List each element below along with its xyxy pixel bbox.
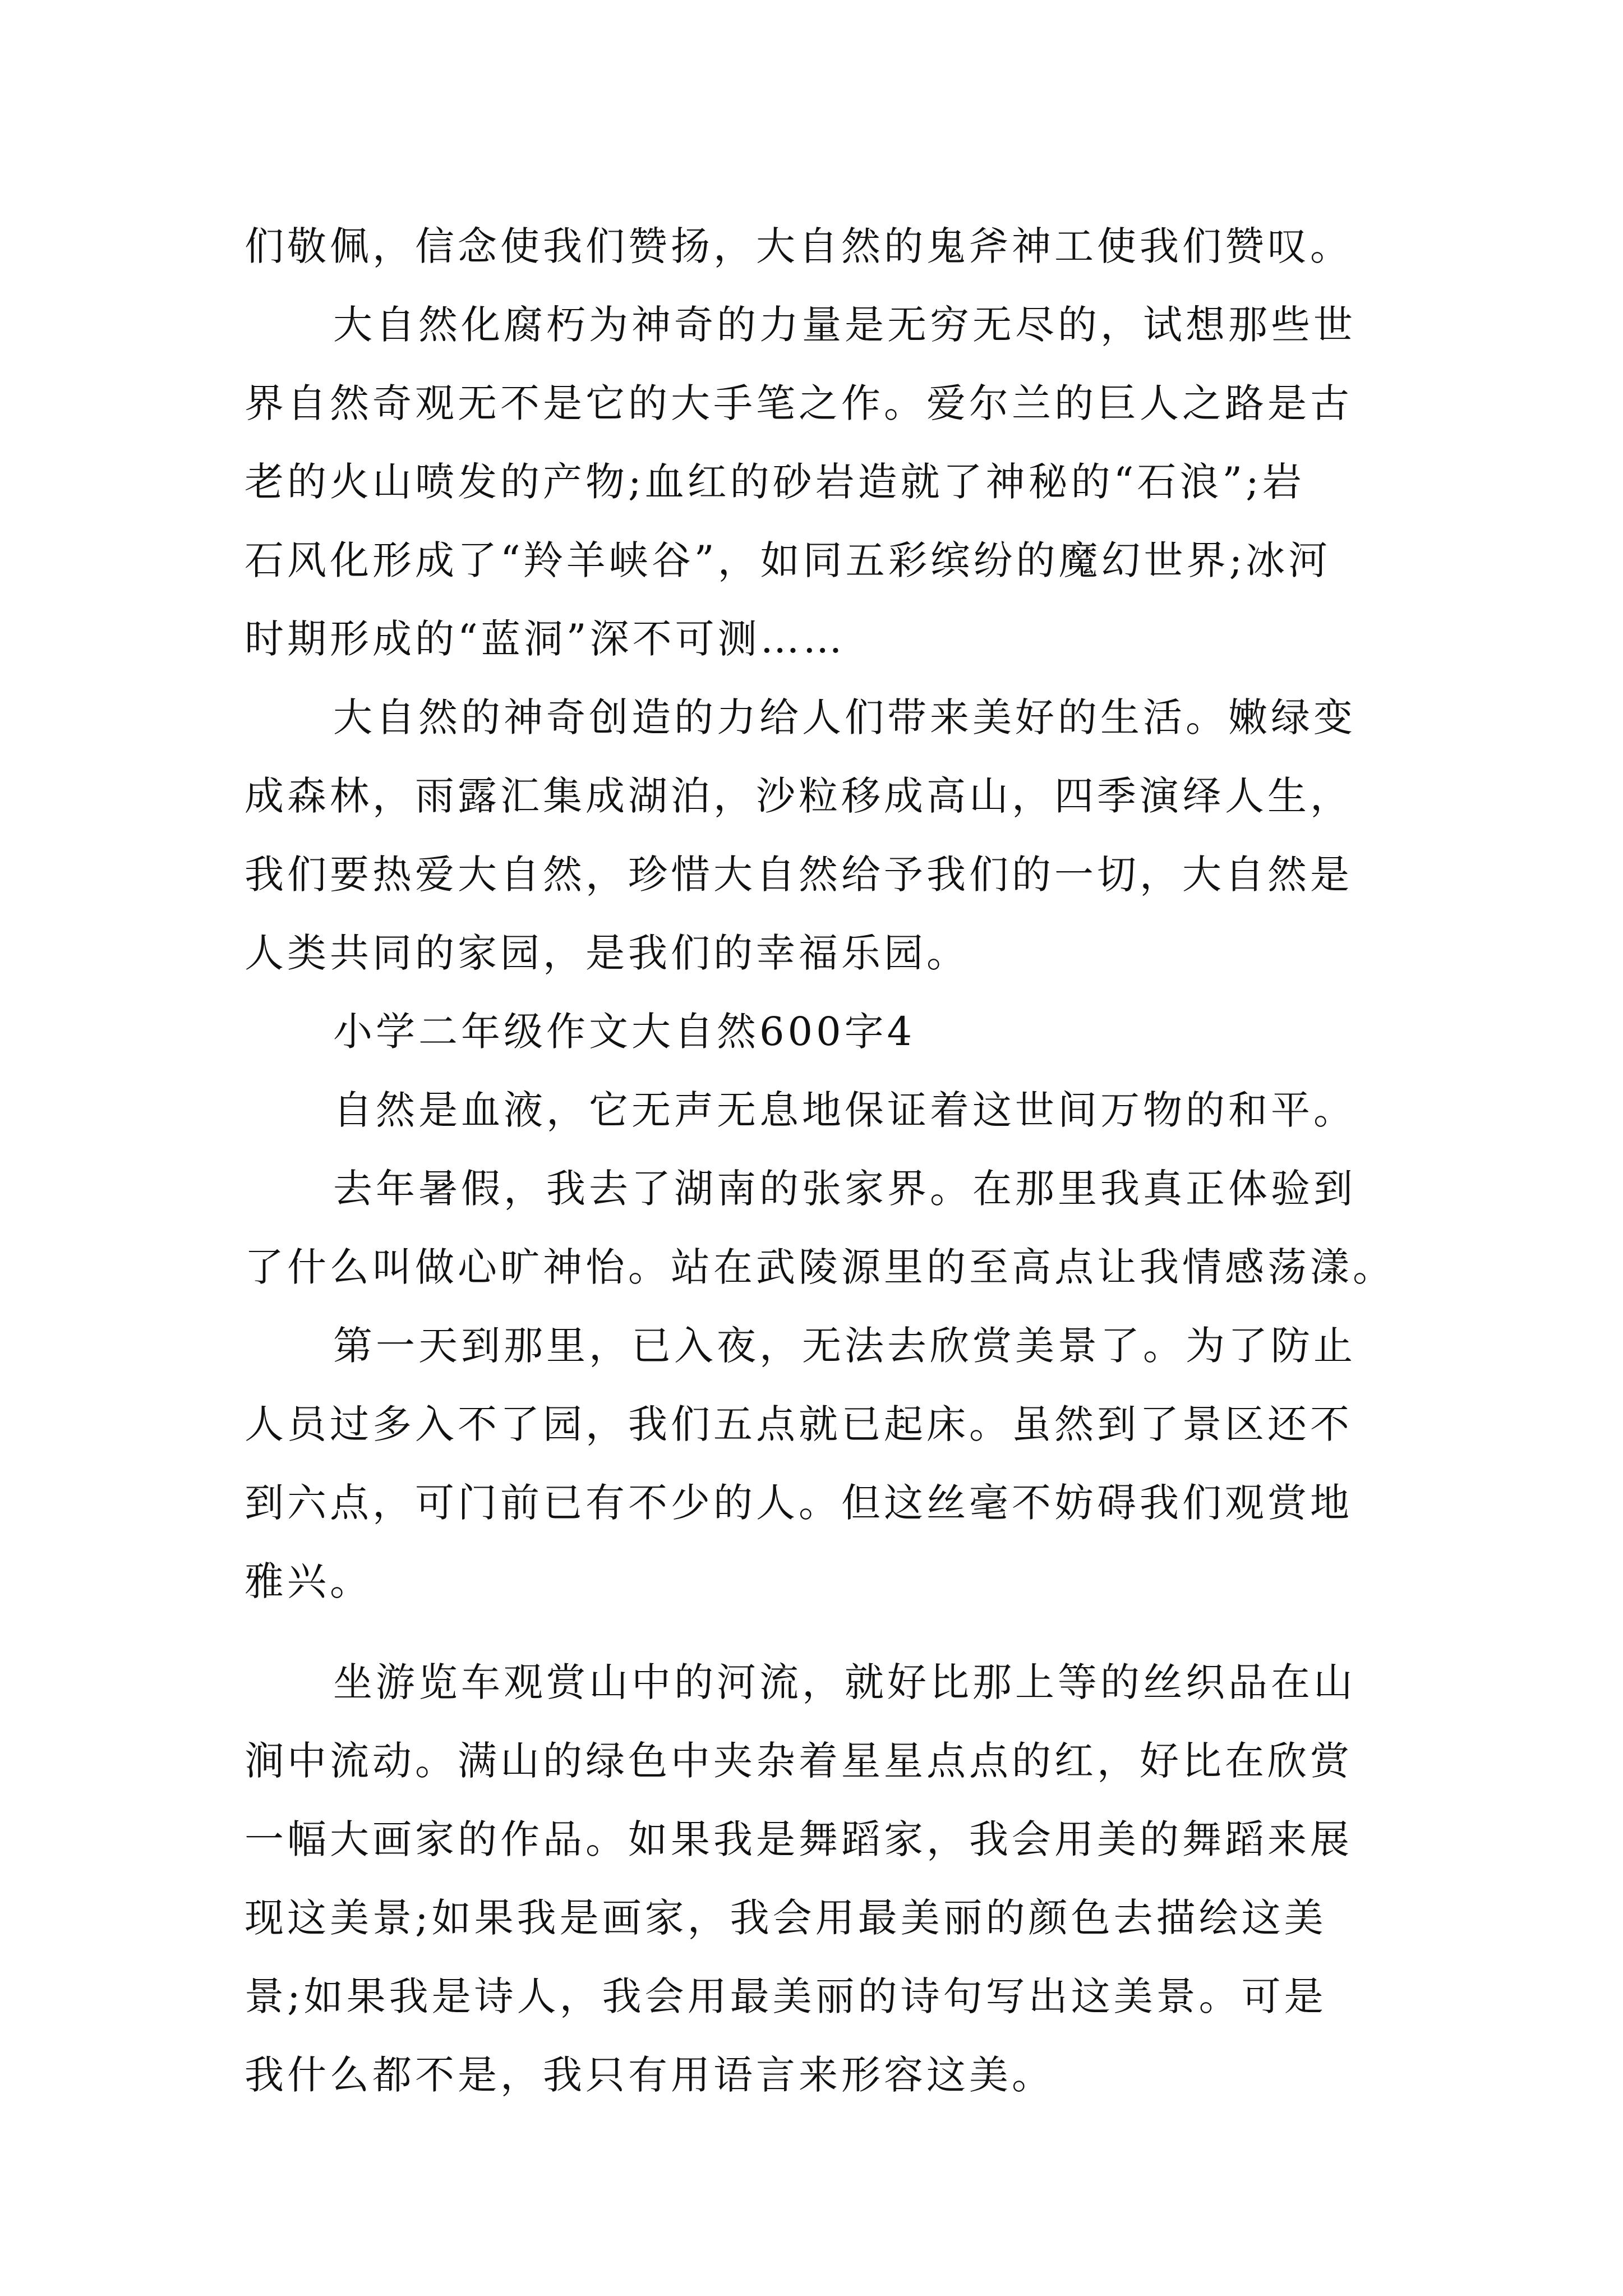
line-text: 界自然奇观无不是它的大手笔之作。爱尔兰的巨人之路是古 (245, 380, 1353, 426)
line-text: 人类共同的家园，是我们的幸福乐园。 (245, 930, 969, 976)
text-line (0, 765, 1623, 827)
line-text: 大自然的神奇创造的力给人们带来美好的生活。嫩绿变 (333, 694, 1356, 740)
line-text: 了什么叫做心旷神怡。站在武陵源里的至高点让我情感荡漾。 (245, 1244, 1395, 1290)
text-line (0, 1393, 1623, 1455)
line-text: 第一天到那里，已入夜，无法去欣赏美景了。为了防止 (333, 1323, 1356, 1369)
text-line (0, 1315, 1623, 1377)
line-text: 去年暑假，我去了湖南的张家界。在那里我真正体验到 (333, 1166, 1356, 1212)
heading-text: 小学二年级作文大自然600字4 (333, 1009, 916, 1055)
text-line (0, 1730, 1623, 1792)
line-text: 人员过多入不了园，我们五点就已起床。虽然到了景区还不 (245, 1401, 1353, 1447)
text-line (0, 294, 1623, 356)
line-text: 大自然化腐朽为神奇的力量是无穷无尽的，试想那些世 (333, 302, 1356, 348)
line-text: 成森林，雨露汇集成湖泊，沙粒移成高山，四季演绎人生， (245, 773, 1353, 819)
line-text: 老的火山喷发的产物;血红的砂岩造就了神秘的“石浪”;岩 (245, 459, 1305, 505)
text-line (0, 844, 1623, 905)
line-text: 一幅大画家的作品。如果我是舞蹈家，我会用美的舞蹈来展 (245, 1816, 1353, 1862)
text-line (0, 608, 1623, 670)
line-text: 到六点，可门前已有不少的人。但这丝毫不妨碍我们观赏地 (245, 1480, 1353, 1526)
text-line (0, 1809, 1623, 1870)
text-line (0, 1158, 1623, 1220)
text-line (0, 1887, 1623, 1949)
text-line (0, 1079, 1623, 1141)
text-line (0, 215, 1623, 277)
line-text: 涧中流动。满山的绿色中夹杂着星星点点的红，好比在欣赏 (245, 1738, 1353, 1784)
line-text: 们敬佩，信念使我们赞扬，大自然的鬼斧神工使我们赞叹。 (245, 223, 1353, 269)
text-line (0, 530, 1623, 591)
line-text: 石风化形成了“羚羊峡谷”，如同五彩缤纷的魔幻世界;冰河 (245, 537, 1331, 583)
line-text: 坐游览车观赏山中的河流，就好比那上等的丝织品在山 (333, 1659, 1356, 1705)
text-line (0, 1550, 1623, 1612)
text-line (0, 372, 1623, 434)
text-line (0, 922, 1623, 984)
line-text: 自然是血液，它无声无息地保证着这世间万物的和平。 (333, 1087, 1356, 1133)
text-line (0, 1966, 1623, 2027)
text-line (0, 1651, 1623, 1713)
line-text: 景;如果我是诗人，我会用最美丽的诗句写出这美景。可是 (245, 1973, 1327, 2019)
section-heading (0, 1001, 1623, 1062)
text-line (0, 1472, 1623, 1534)
line-text: 我们要热爱大自然，珍惜大自然给予我们的一切，大自然是 (245, 852, 1353, 898)
text-line (0, 1236, 1623, 1298)
line-text: 我什么都不是，我只有用语言来形容这美。 (245, 2052, 1054, 2098)
text-line (0, 451, 1623, 513)
line-text: 雅兴。 (245, 1558, 372, 1604)
line-text: 时期形成的“蓝洞”深不可测…… (245, 616, 846, 662)
text-line (0, 2044, 1623, 2106)
line-text: 现这美景;如果我是画家，我会用最美丽的颜色去描绘这美 (245, 1895, 1327, 1941)
text-line (0, 687, 1623, 748)
